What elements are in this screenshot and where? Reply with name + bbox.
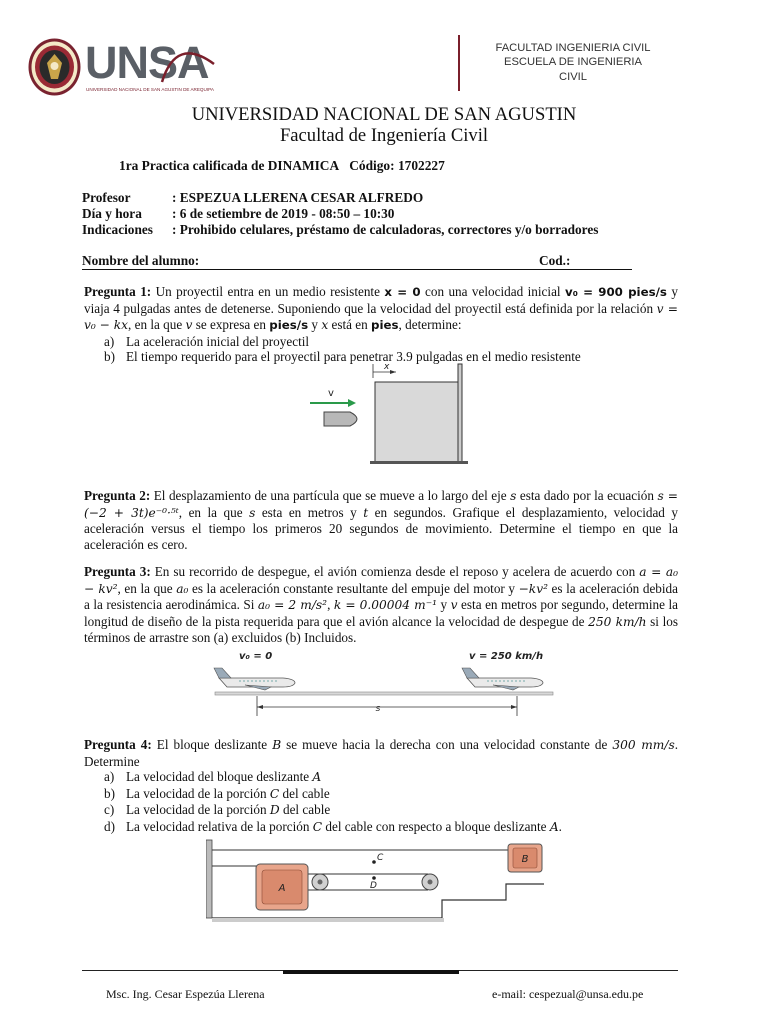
q4-text: . Determine [84, 737, 678, 769]
question-3-label: Pregunta 3: [84, 564, 151, 579]
university-title: UNIVERSIDAD NACIONAL DE SAN AGUSTIN [191, 104, 577, 125]
q3-math: a₀ [176, 581, 189, 596]
item-symbol: C [269, 786, 280, 801]
faculty-title: Facultad de Ingeniería Civil [279, 125, 489, 146]
q3-math: a₀ = 2 m/s² [257, 598, 328, 613]
q4-math: B [272, 738, 282, 752]
runway-figure [213, 648, 555, 718]
question-2-label: Pregunta 2: [84, 488, 151, 503]
projectile [324, 412, 357, 426]
university-seal-logo [27, 37, 82, 97]
item-text: La velocidad de la porción [126, 785, 270, 801]
block-A-label: A [278, 883, 286, 894]
x-axis-label: x [384, 362, 390, 372]
q1-text: , determine: [398, 317, 462, 333]
question-4 [84, 737, 678, 836]
q1-math: x = 0 [384, 285, 421, 299]
q1-math: x [321, 318, 329, 333]
student-name-label: Nombre del alumno: [82, 253, 200, 268]
item-text: del cable [279, 802, 331, 818]
item-symbol: A [549, 819, 559, 834]
item-symbol: C [312, 819, 323, 834]
question-4-label: Pregunta 4: [84, 737, 152, 752]
item-symbol: D [269, 803, 280, 818]
q3-text: , [327, 597, 334, 613]
profesor-value: : ESPEZUA LLERENA CESAR ALFREDO [172, 190, 424, 205]
q1-item-a [84, 334, 678, 350]
q1-text: está en [328, 317, 372, 333]
q2-text: , en la que [178, 504, 250, 520]
indicaciones-label: Indicaciones [82, 222, 153, 237]
block-A [256, 864, 308, 910]
q2-text: esta dado por la ecuación [516, 488, 658, 503]
header-divider [458, 35, 460, 91]
q1-math: v₀ = 900 pies/s [565, 285, 667, 299]
question-3-text [84, 564, 678, 646]
footer-email: e-mail: cespezual@unsa.edu.pe [492, 987, 644, 1001]
q2-text: El desplazamiento de una partícula que se mueve a lo largo del eje [150, 488, 511, 503]
item-label: a) [104, 769, 115, 785]
takeoff-speed-label: v = 250 km/h [469, 651, 544, 662]
q3-text: esta en metros por segundo, determine la longitud de diseño de la pista requerida para que el avión alcance la velocidad de despegue de [84, 597, 679, 629]
runway [215, 692, 553, 695]
unsa-logo-text: UNSA [85, 37, 209, 88]
q1-text: con una velocidad inicial [420, 284, 566, 299]
question-1-label: Pregunta 1: [84, 284, 152, 299]
q4-text: El bloque deslizante [151, 737, 273, 752]
item-text: del cable con respecto a bloque deslizante [322, 818, 550, 834]
q4-text: se mueve hacia la derecha con una velocidad constante de [281, 737, 613, 752]
q2-math: s [510, 489, 517, 503]
q3-text: es la aceleración constante resultante del empuje del motor y [188, 580, 519, 596]
item-text: La velocidad relativa de la porción [126, 818, 313, 834]
q3-text: y [437, 597, 451, 613]
item-label: c) [104, 802, 115, 818]
q1-math: pies/s [269, 318, 309, 333]
q1-math: pies [371, 318, 399, 333]
resistant-medium [375, 382, 458, 462]
item-text: El tiempo requerido para el proyectil para penetrar 3.9 pulgadas en el medio resistente [126, 349, 581, 365]
question-2 [84, 488, 678, 552]
q2-text: en segundos. Grafique el desplazamiento, velocidad y aceleración versus el tiempo los primeros 20 segundos de movimiento. Determine el tiempo en que la aceleración es cero. [84, 504, 678, 552]
q3-math: k = 0.00004 m⁻¹ [333, 598, 438, 613]
block-B [508, 844, 542, 872]
airplane-takeoff [462, 668, 543, 690]
footer-accent-bar [283, 970, 459, 974]
airplane-start [214, 668, 295, 690]
item-label: b) [104, 349, 115, 365]
question-2-text [84, 488, 678, 552]
unsa-logo-subtext: UNIVERSIDAD NACIONAL DE SAN AGUSTIN DE AREQUIPA [86, 87, 214, 92]
item-label: b) [104, 785, 115, 801]
q1-text: se expresa en [192, 317, 270, 333]
item-symbol: A [312, 770, 322, 785]
fixed-pulley [422, 874, 438, 890]
fecha-label: Día y hora [82, 206, 142, 221]
item-label: d) [104, 818, 115, 834]
exam-info [82, 190, 598, 238]
student-name-field[interactable] [82, 253, 632, 270]
exam-code-label: Código: [349, 158, 395, 173]
profesor-label: Profesor [82, 190, 131, 205]
v0-label: v₀ = 0 [239, 651, 273, 662]
item-text: del cable [279, 785, 330, 801]
cable-D-label: D [370, 881, 377, 891]
q4-math: 300 mm/s [612, 738, 675, 752]
faculty-line: CIVIL [559, 70, 587, 83]
footer-author: Msc. Ing. Cesar Espezúa Llerena [106, 987, 265, 1001]
q3-math: 250 km/h [588, 614, 647, 629]
q3-text: , en la que [117, 580, 177, 596]
student-code-label: Cod.: [539, 253, 571, 268]
q3-math: −kv² [518, 581, 548, 596]
q1-text: y [308, 317, 322, 333]
indicaciones-value: : Prohibido celulares, préstamo de calculadoras, correctores y/o borradores [172, 222, 599, 237]
q1-math: v [185, 318, 193, 333]
q2-text: esta en metros y [255, 504, 364, 520]
question-4-text [84, 737, 678, 769]
distance-label: s [375, 704, 381, 714]
exam-name: 1ra Practica calificada de DINAMICA [119, 158, 340, 173]
faculty-line: ESCUELA DE INGENIERIA [503, 56, 643, 69]
q4-item-a [84, 769, 678, 786]
q4-item-d [84, 819, 678, 836]
exam-code: 1702227 [397, 158, 445, 173]
q4-item-c [84, 802, 678, 819]
q3-text: En su recorrido de despegue, el avión comienza desde el reposo y acelera de acuerdo con [150, 564, 640, 579]
question-3 [84, 564, 678, 646]
q2-math: s [249, 505, 256, 520]
fecha-value: : 6 de setiembre de 2019 - 08:50 – 10:30 [172, 206, 395, 221]
q1-math: v = v₀ − kx [84, 301, 678, 333]
item-text: La velocidad del bloque deslizante [126, 769, 313, 785]
question-1-text [84, 284, 678, 334]
cable-C-label: C [377, 853, 384, 863]
exam-title [119, 158, 445, 174]
q4-item-b [84, 786, 678, 803]
pulley-block-figure [206, 838, 546, 922]
q3-math: a = a₀ − kv² [84, 565, 678, 596]
block-B-label: B [521, 854, 529, 865]
faculty-header [478, 41, 668, 84]
unsa-logo-arc [158, 42, 218, 84]
projectile-figure [300, 362, 472, 464]
q2-math: s = (−2 + 3t)e⁻⁰·⁵ᵗ [84, 489, 678, 520]
q1-text: y viaja 4 pulgadas antes de detenerse. Suponiendo que la velocidad del proyectil está definida por la relación [84, 284, 678, 316]
velocity-label: v [328, 388, 334, 399]
item-text: La aceleración inicial del proyectil [126, 333, 310, 349]
item-label: a) [104, 333, 115, 349]
pulley-on-A [312, 874, 328, 890]
item-text: . [558, 818, 562, 834]
q2-math: t [363, 505, 369, 520]
q3-text: es la aceleración debida a la resistencia aerodinámica. Si [84, 580, 679, 613]
item-text: La velocidad de la porción [126, 802, 270, 818]
faculty-line: FACULTAD INGENIERIA CIVIL [495, 42, 651, 54]
q3-text: si los términos de arrastre son (a) excluidos (b) Incluidos. [84, 613, 678, 646]
q1-text: Un proyectil entra en un medio resistente [151, 284, 385, 299]
question-1 [84, 284, 678, 365]
q1-text: , en la que [128, 317, 186, 333]
q3-math: v [450, 598, 458, 613]
